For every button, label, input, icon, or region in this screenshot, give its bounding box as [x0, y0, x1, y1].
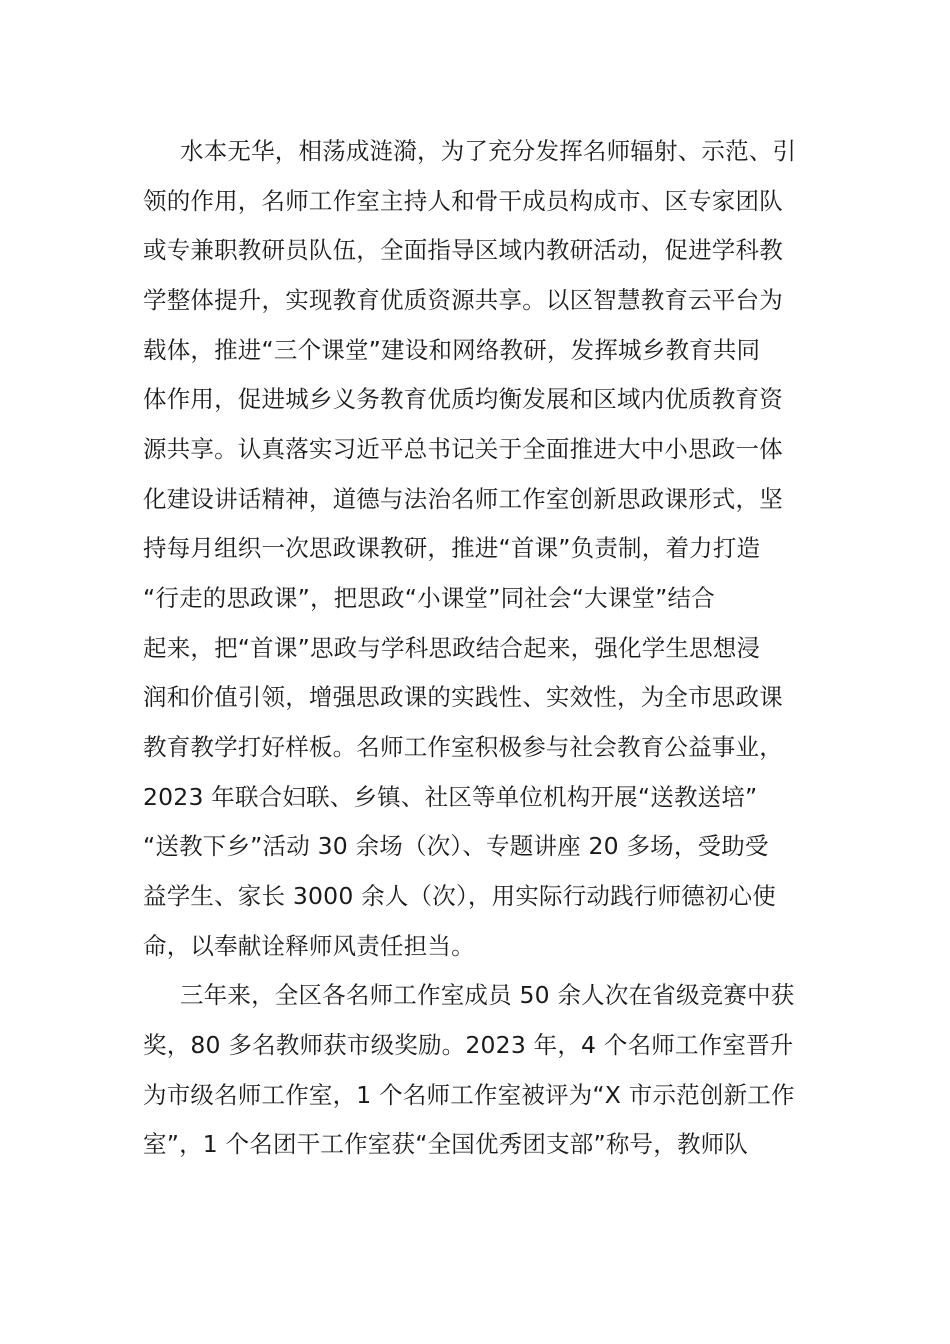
text-line: “送教下乡”活动 30 余场（次）、专题讲座 20 多场，受助受 [143, 832, 769, 860]
text-line: 载体，推进“三个课堂”建设和网络教研，发挥城乡教育共同 [143, 336, 761, 364]
text-line: 命，以奉献诠释师风责任担当。 [143, 932, 475, 960]
text-line: 三年来，全区各名师工作室成员 50 余人次在省级竞赛中获 [180, 981, 795, 1009]
text-line: 体作用，促进城乡义务教育优质均衡发展和区域内优质教育资 [143, 385, 783, 413]
text-line: 奖，80 多名教师获市级奖励。2023 年，4 个名师工作室晋升 [143, 1031, 794, 1059]
text-line: 起来，把“首课”思政与学科思政结合起来，强化学生思想浸 [143, 634, 761, 662]
text-line: 2023 年联合妇联、乡镇、社区等单位机构开展“送教送培” [143, 783, 758, 811]
text-line: 为市级名师工作室，1 个名师工作室被评为“X 市示范创新工作 [143, 1081, 795, 1109]
text-line: “行走的思政课”，把思政“小课堂”同社会“大课堂”结合 [143, 584, 715, 612]
text-line: 益学生、家长 3000 余人（次），用实际行动践行师德初心使 [143, 882, 776, 910]
text-line: 学整体提升，实现教育优质资源共享。以区智慧教育云平台为 [143, 286, 783, 314]
text-line: 源共享。认真落实习近平总书记关于全面推进大中小思政一体 [143, 435, 783, 463]
text-line: 水本无华，相荡成涟漪，为了充分发挥名师辐射、示范、引 [180, 137, 797, 165]
text-line: 润和价值引领，增强思政课的实践性、实效性，为全市思政课 [143, 683, 783, 711]
text-line: 室”，1 个名团干工作室获“全国优秀团支部”称号，教师队 [143, 1130, 749, 1158]
text-line: 或专兼职教研员队伍，全面指导区域内教研活动，促进学科教 [143, 236, 783, 264]
text-line: 领的作用，名师工作室主持人和骨干成员构成市、区专家团队 [143, 187, 783, 215]
text-line: 化建设讲话精神，道德与法治名师工作室创新思政课形式，坚 [143, 485, 783, 513]
text-line: 教育教学打好样板。名师工作室积极参与社会教育公益事业， [143, 733, 783, 761]
text-line: 持每月组织一次思政课教研，推进“首课”负责制，着力打造 [143, 534, 761, 562]
